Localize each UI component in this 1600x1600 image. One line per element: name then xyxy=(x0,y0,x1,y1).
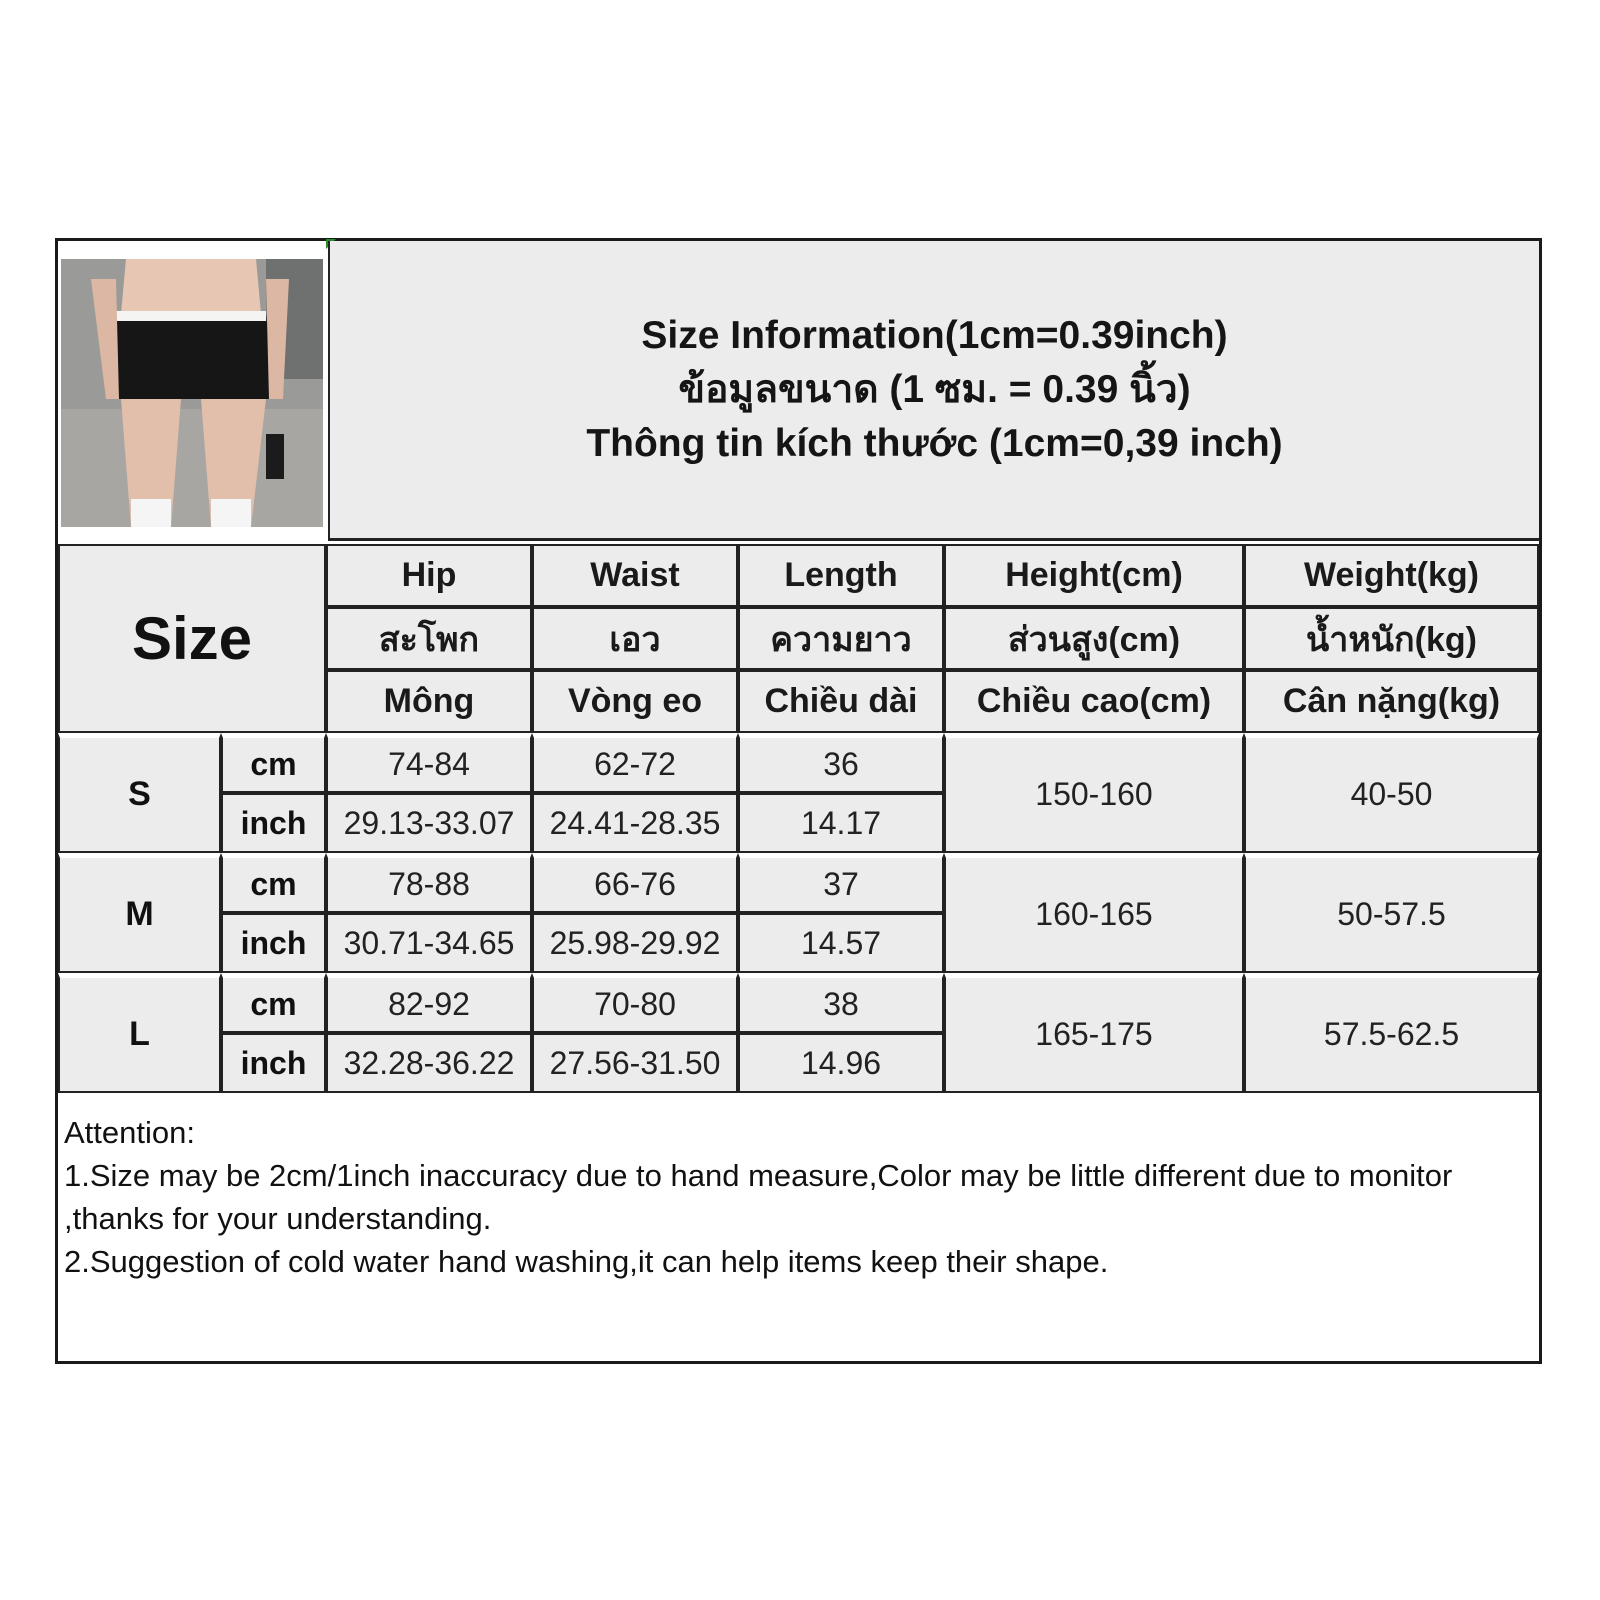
col-length-en: Length xyxy=(738,544,944,607)
length-cm: 36 xyxy=(738,733,944,793)
table-row xyxy=(58,733,1539,793)
col-length-th: ความยาว xyxy=(738,607,944,670)
col-hip-th: สะโพก xyxy=(326,607,532,670)
note-item-1: 1.Size may be 2cm/1inch inaccuracy due to hand measure,Color may be little different due to monitor ,thanks for your understanding. xyxy=(64,1158,1453,1236)
col-waist-vi: Vòng eo xyxy=(532,670,738,733)
col-hip-en: Hip xyxy=(326,544,532,607)
unit-inch: inch xyxy=(221,913,326,973)
weight-range: 40-50 xyxy=(1244,733,1539,853)
unit-cm: cm xyxy=(221,733,326,793)
size-l: L xyxy=(58,973,221,1093)
title-box xyxy=(328,241,1539,541)
table-row xyxy=(58,973,1539,1033)
size-chart xyxy=(55,238,1542,1364)
col-hip-vi: Mông xyxy=(326,670,532,733)
hip-inch: 32.28-36.22 xyxy=(326,1033,532,1093)
weight-range: 50-57.5 xyxy=(1244,853,1539,973)
col-length-vi: Chiều dài xyxy=(738,670,944,733)
title-english: Size Information(1cm=0.39inch) xyxy=(641,313,1228,357)
product-photo-image xyxy=(61,259,323,527)
waist-inch: 27.56-31.50 xyxy=(532,1033,738,1093)
waist-inch: 25.98-29.92 xyxy=(532,913,738,973)
size-m: M xyxy=(58,853,221,973)
col-waist-en: Waist xyxy=(532,544,738,607)
attention-notes xyxy=(64,1111,1524,1283)
title-thai: ข้อมูลขนาด (1 ซม. = 0.39 นิ้ว) xyxy=(678,367,1191,411)
hip-cm: 74-84 xyxy=(326,733,532,793)
unit-cm: cm xyxy=(221,973,326,1033)
size-table xyxy=(58,544,1539,1093)
height-range: 160-165 xyxy=(944,853,1244,973)
col-weight-vi: Cân nặng(kg) xyxy=(1244,670,1539,733)
hip-cm: 82-92 xyxy=(326,973,532,1033)
length-inch: 14.57 xyxy=(738,913,944,973)
height-range: 150-160 xyxy=(944,733,1244,853)
unit-inch: inch xyxy=(221,1033,326,1093)
unit-cm: cm xyxy=(221,853,326,913)
col-waist-th: เอว xyxy=(532,607,738,670)
unit-inch: inch xyxy=(221,793,326,853)
size-s: S xyxy=(58,733,221,853)
notes-heading: Attention: xyxy=(64,1115,195,1150)
hip-cm: 78-88 xyxy=(326,853,532,913)
hip-inch: 30.71-34.65 xyxy=(326,913,532,973)
length-cm: 37 xyxy=(738,853,944,913)
product-photo xyxy=(61,259,323,527)
length-cm: 38 xyxy=(738,973,944,1033)
length-inch: 14.17 xyxy=(738,793,944,853)
hip-inch: 29.13-33.07 xyxy=(326,793,532,853)
weight-range: 57.5-62.5 xyxy=(1244,973,1539,1093)
col-weight-en: Weight(kg) xyxy=(1244,544,1539,607)
col-height-vi: Chiều cao(cm) xyxy=(944,670,1244,733)
col-height-en: Height(cm) xyxy=(944,544,1244,607)
waist-cm: 62-72 xyxy=(532,733,738,793)
col-weight-th: น้ำหนัก(kg) xyxy=(1244,607,1539,670)
height-range: 165-175 xyxy=(944,973,1244,1093)
size-header: Size xyxy=(58,544,326,733)
table-row xyxy=(58,853,1539,913)
waist-inch: 24.41-28.35 xyxy=(532,793,738,853)
length-inch: 14.96 xyxy=(738,1033,944,1093)
title-vietnamese: Thông tin kích thước (1cm=0,39 inch) xyxy=(586,421,1283,465)
waist-cm: 70-80 xyxy=(532,973,738,1033)
col-height-th: ส่วนสูง(cm) xyxy=(944,607,1244,670)
waist-cm: 66-76 xyxy=(532,853,738,913)
note-item-2: 2.Suggestion of cold water hand washing,it can help items keep their shape. xyxy=(64,1244,1109,1279)
header-row-en xyxy=(58,544,1539,607)
